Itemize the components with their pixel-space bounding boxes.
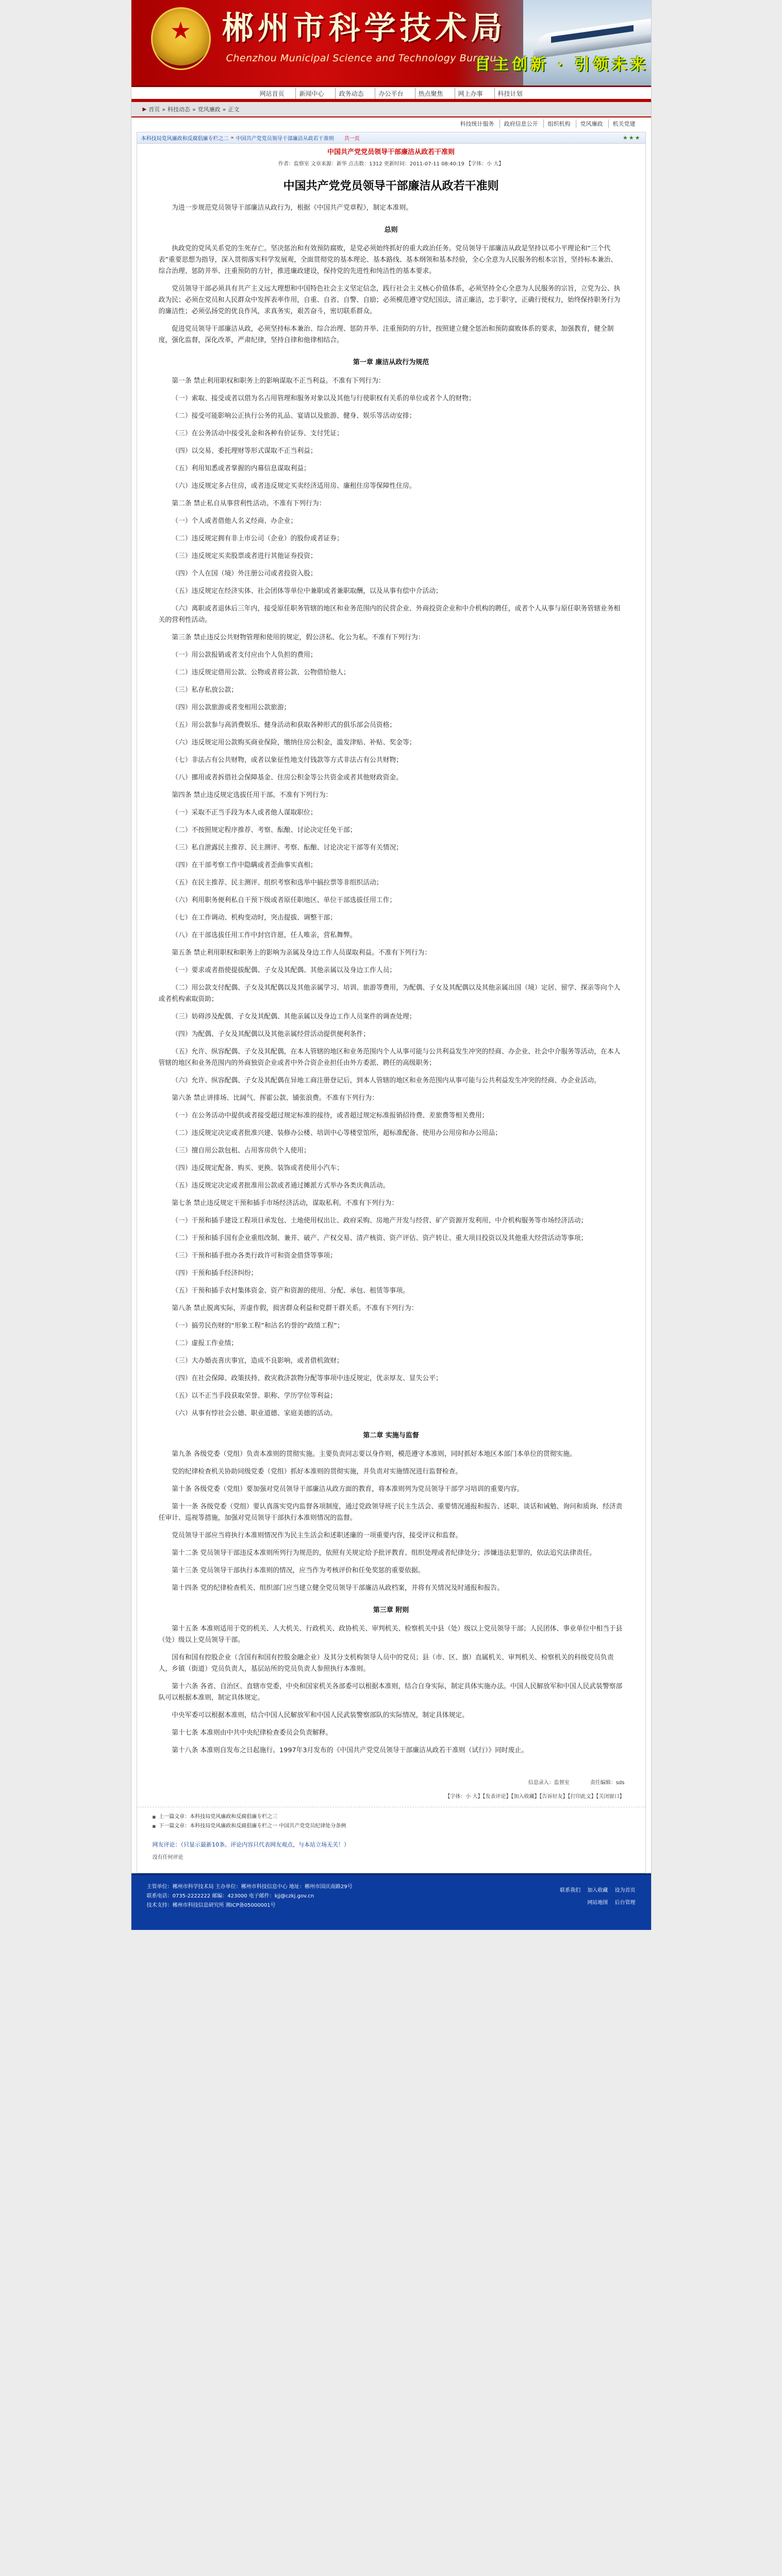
section-heading: 总则 [384, 226, 398, 234]
article-paragraph: （六）违反规定多占住房，或者违反规定买卖经济适用房、廉租住房等保障性住房。 [172, 482, 416, 490]
nav-item-affairs[interactable]: 政务动态 [335, 88, 367, 99]
article-paragraph: 第十六条 各省、自治区、直辖市党委，中央和国家机关各部委可以根据本准则，结合自身实际，制定具体实施办法。中国人民解放军和中国人民武装警察部队可以根据本准则，制定具体规定。 [158, 1683, 623, 1702]
article-paragraph: 执政党的党风关系党的生死存亡。坚决惩治和有效预防腐败，是党必须始终抓好的重大政治任务。党员领导干部廉洁从政是坚持以邓小平理论和“三个代表”重要思想为指导，深入贯彻落实科学发展观，全面贯彻党的基本理论、基本路线、基本纲领和基本经验，全心全意为人民服务的根本宗旨，坚持标本兼治、综合治理、惩防并举、注重预防的方针，推进廉政建设，保持党的先进性和纯洁性的基本要求。 [158, 245, 618, 275]
footer-link-contact[interactable]: 联系我们 [560, 1888, 581, 1893]
star-icon: ★ [170, 16, 192, 44]
article-paragraph: 第十三条 党员领导干部执行本准则的情况，应当作为考核评价和任免奖惩的重要依据。 [172, 1567, 425, 1574]
article-paragraph: （一）要求或者指使提拔配偶、子女及其配偶、其他亲属以及身边工作人员； [172, 967, 396, 974]
article-paragraph: （四）个人在国（境）外注册公司或者投资入股； [172, 570, 317, 578]
article-paragraph: （六）从事有悖社会公德、职业道德、家庭美德的活动。 [172, 1410, 337, 1417]
footer-link-favorite[interactable]: 加入收藏 [587, 1888, 608, 1893]
article-paragraph: （一）搞劳民伤财的“形象工程”和沽名钓誉的“政绩工程”； [172, 1322, 344, 1330]
article-paragraph: 第十七条 本准则由中共中央纪律检查委员会负责解释。 [172, 1729, 332, 1737]
article-paragraph: （六）离职或者退休后三年内，接受原任职务管辖的地区和业务范围内的民营企业、外商投资企业和中介机构的聘任，或者个人从事与原任职务管辖业务相关的营利性活动。 [158, 605, 621, 624]
article-paragraph: 第一条 禁止利用职权和职务上的影响谋取不正当利益。不准有下列行为： [172, 377, 385, 385]
article-paragraph: （三）干预和插手批办各类行政许可和资金借贷等事项； [172, 1252, 337, 1260]
article-paragraph: （五）违反规定决定或者批准用公款或者通过摊派方式举办各类庆典活动。 [172, 1182, 390, 1190]
article-paragraph: （四）干预和插手经济纠纷； [172, 1269, 258, 1277]
prev-article-link[interactable]: ■ 上一篇文章：本科技局党风廉政和反腐倡廉专栏之三 [153, 1812, 630, 1822]
page-count: 共一页 [344, 136, 360, 142]
article-paragraph: （七）在工作调动、机构变动时，突击提拔、调整干部； [172, 914, 337, 922]
quick-link-stats[interactable]: 科技统计服务 [460, 121, 494, 127]
site-footer [131, 1873, 651, 1930]
main-nav [131, 86, 651, 102]
article-paragraph: （二）虚报工作业绩； [172, 1340, 238, 1347]
article-paragraph: （七）非法占有公共财物，或者以象征性地支付钱款等方式非法占有公共财物； [172, 756, 403, 764]
article-paragraph: （三）擅自用公款包租、占用客房供个人使用； [172, 1147, 310, 1155]
article-paragraph: （三）大办婚丧喜庆事宜，造成不良影响，或者借机敛财； [172, 1357, 343, 1365]
article-paragraph: （二）违反规定拥有非上市公司（企业）的股份或者证券； [172, 535, 343, 543]
rating-icons: ★★★ [622, 134, 641, 141]
article-paragraph: 第四条 禁止违反规定选拔任用干部。不准有下列行为： [172, 791, 332, 799]
article-paragraph: 中央军委可以根据本准则，结合中国人民解放军和中国人民武装警察部队的实际情况，制定具体规定。 [172, 1711, 469, 1719]
article-paragraph: （二）干预和插手国有企业重组改制、兼并、破产、产权交易、清产核资、资产评估、资产转让、重大项目投资以及其他重大经营活动等事项； [172, 1234, 588, 1242]
article-paragraph: （二）不按照规定程序推荐、考察、酝酿、讨论决定任免干部； [172, 826, 357, 834]
article-paragraph: （五）用公款参与高消费娱乐、健身活动和获取各种形式的俱乐部会员资格； [172, 721, 396, 729]
article-paragraph: （一）在公务活动中提供或者接受超过规定标准的接待，或者超过规定标准报销招待费、差旅费等相关费用； [172, 1112, 489, 1120]
nav-item-home[interactable]: 网站首页 [259, 90, 285, 97]
page-wrapper [131, 0, 652, 1930]
breadcrumb-home[interactable]: 首页 [148, 106, 160, 113]
breadcrumb: ▶ 首页 » 科技动态 » 党风廉政 » 正文 [131, 102, 651, 117]
article-paragraph: （三）私自泄露民主推荐、民主测评、考察、酝酿、讨论决定干部等有关情况； [172, 844, 403, 852]
article-paragraph: （五）违反规定在经济实体、社会团体等单位中兼职或者兼职取酬，以及从事有偿中介活动； [172, 587, 442, 595]
article-paragraph: 第七条 禁止违反规定干预和插手市场经济活动，谋取私利。不准有下列行为： [172, 1199, 398, 1207]
article-panel [137, 132, 646, 1873]
article-paragraph: 第十一条 各级党委（党组）要认真落实党内监督各项制度，通过党政领导班子民主生活会、重要情况通报和报告、述职、谈话和诫勉、询问和质询、经济责任审计、巡视等措施，加强对党员领导干部执行本准则情况的监督。 [158, 1503, 623, 1522]
home-icon: ▶ [142, 106, 147, 112]
article-paragraph: （二）用公款支付配偶、子女及其配偶以及其他亲属学习、培训、旅游等费用，为配偶、子女及其配偶以及其他亲属出国（境）定居、留学、探亲等向个人或者机构索取资助； [158, 984, 621, 1003]
article-paragraph: （六）利用职务便利私自干预下级或者原任职地区、单位干部选拔任用工作； [172, 896, 396, 904]
article-paragraph: （四）为配偶、子女及其配偶以及其他亲属经营活动提供便利条件； [172, 1030, 370, 1038]
article-paragraph: 党的纪律检查机关协助同级党委（党组）抓好本准则的贯彻实施，并负责对实施情况进行监督检查。 [172, 1468, 462, 1476]
article-paragraph: 第八条 禁止脱离实际，弄虚作假，损害群众利益和党群干群关系。不准有下列行为： [172, 1304, 418, 1312]
article-sections [159, 224, 624, 1756]
footer-line-3: 技术支持：郴州市科技信息研究所 湘ICP备05000001号 [146, 1903, 276, 1908]
footer-links [555, 1885, 635, 1909]
article-title: 中国共产党党员领导干部廉洁从政若干准则 [283, 179, 499, 193]
site-banner [131, 0, 651, 86]
banner-slogan: 自主创新 · 引领未来 [474, 56, 649, 74]
article-paragraph: （五）利用知悉或者掌握的内幕信息谋取利益； [172, 465, 310, 472]
article-section-link[interactable]: 本科技局党风廉政和反腐倡廉专栏之二 [141, 136, 229, 142]
nav-item-hot[interactable]: 热点聚焦 [415, 88, 446, 99]
article-paragraph: （三）在公务活动中接受礼金和各种有价证券、支付凭证； [172, 430, 343, 437]
article-paragraph: （三）违反规定买卖股票或者进行其他证券投资； [172, 552, 317, 560]
site-title-en: Chenzhou Municipal Science and Technology Bureau [226, 53, 496, 64]
article-paragraph: （二）违反规定借用公款、公物或者将公款、公物借给他人； [172, 669, 350, 676]
article-paragraph: 第五条 禁止利用职权和职务上的影响为亲属及身边工作人员谋取利益。不准有下列行为： [172, 949, 431, 957]
article-red-title: 中国共产党党员领导干部廉洁从政若干准则 [327, 148, 455, 156]
comments-heading: 网友评论：（只显示最新10条。评论内容只代表网友观点，与本站立场无关！） [152, 1841, 350, 1848]
breadcrumb-news[interactable]: 科技动态 [167, 106, 190, 113]
article-signature [137, 1778, 645, 1790]
article-paragraph: （六）违反规定用公款购买商业保险，缴纳住房公积金，滥发津贴、补贴、奖金等； [172, 739, 416, 747]
breadcrumb-current: 正文 [228, 106, 240, 113]
article-paragraph: 第二条 禁止私自从事营利性活动。不准有下列行为： [172, 500, 326, 507]
article-body [137, 202, 645, 1778]
article-paragraph: 第三条 禁止违反公共财物管理和使用的规定，假公济私、化公为私。不准有下列行为： [172, 634, 425, 641]
article-paragraph: （五）以不正当手段获取荣誉、职称、学历学位等利益； [172, 1392, 337, 1400]
editor-credit: 信息录入：监督室 [528, 1780, 570, 1786]
article-paragraph: （四）以交易、委托理财等形式谋取不正当利益； [172, 447, 317, 455]
nav-item-plan[interactable]: 科技计划 [494, 88, 526, 99]
quick-link-disclosure[interactable]: 政府信息公开 [500, 120, 538, 128]
article-meta: 作者：监察室 文章来源：新华 点击数：1312 更新时间：2011-07-11 08:40:19 【字体：小 大】 [278, 161, 504, 167]
nav-item-service[interactable]: 网上办事 [455, 88, 486, 99]
article-intro: 为进一步规范党员领导干部廉洁从政行为，根据《中国共产党章程》，制定本准则。 [172, 204, 413, 212]
article-paragraph: （一）索取、接受或者以借为名占用管理和服务对象以及其他与行使职权有关系的单位或者个人的财物； [172, 395, 475, 402]
next-article-link[interactable]: ■ 下一篇文章：本科技局党风廉政和反腐倡廉专栏之一 中国共产党党员纪律处分条例 [153, 1822, 630, 1831]
article-paragraph: （三）私存私放公款； [172, 686, 238, 694]
article-paragraph: （四）在干部考察工作中隐瞒或者歪曲事实真相； [172, 861, 317, 869]
article-paragraph: （八）在干部选拔任用工作中封官许愿，任人唯亲，营私舞弊。 [172, 931, 357, 939]
article-paragraph: （八）挪用或者拆借社会保障基金、住房公积金等公共资金或者其他财政资金。 [172, 774, 403, 782]
footer-line-2: 联系电话：0735-2222222 邮编：423000 电子邮件：kjj@czkj.gov.cn [146, 1893, 314, 1899]
breadcrumb-category[interactable]: 党风廉政 [197, 106, 221, 113]
article-paragraph: 党员领导干部必须具有共产主义远大理想和中国特色社会主义坚定信念，践行社会主义核心价值体系，必须坚持全心全意为人民服务的宗旨，立党为公、执政为民；必须在党员和人民群众中发挥表率作用，自重、自省、自警、自励；必须模范遵守党纪国法，清正廉洁，忠于职守，正确行使权力，始终保持职务行为的廉洁性；必须弘扬党的优良作风，求真务实，艰苦奋斗，密切联系群众。 [158, 285, 621, 315]
article-paragraph: （五）在民主推荐、民主测评、组织考察和选举中搞拉票等非组织活动； [172, 879, 383, 887]
article-paragraph: （一）采取不正当手段为本人或者他人谋取职位； [172, 809, 317, 817]
section-heading: 第三章 附则 [373, 1606, 409, 1614]
article-paragraph: （五）允许、纵容配偶、子女及其配偶，在本人管辖的地区和业务范围内个人从事可能与公共利益发生冲突的经商、办企业、社会中介服务等活动，在本人管辖的地区和业务范围内的外商独资企业或者中外合资企业担任由外方委派、聘任的高级职务； [158, 1048, 621, 1067]
footer-link-admin[interactable]: 后台管理 [614, 1900, 636, 1906]
article-paragraph: （四）违反规定配备、购买、更换、装饰或者使用小汽车； [172, 1164, 343, 1172]
footer-link-sitemap[interactable]: 网站地图 [587, 1900, 608, 1906]
section-heading: 第二章 实施与监督 [363, 1432, 419, 1439]
article-topbar-title: 中国共产党党员领导干部廉洁从政若干准则 [236, 136, 334, 142]
article-paragraph: （二）违反规定决定或者批准兴建、装修办公楼、培训中心等楼堂馆所，超标准配备、使用办公用房和办公用品； [172, 1129, 502, 1137]
article-paragraph: 第十条 各级党委（党组）要加强对党员领导干部廉洁从政方面的教育，将本准则列为党员领导干部学习培训的重要内容。 [172, 1485, 524, 1493]
article-paragraph: （三）妨碍涉及配偶、子女及其配偶、其他亲属以及身边工作人员案件的调查处理； [172, 1013, 416, 1021]
article-paragraph: （一）个人或者借他人名义经商、办企业； [172, 517, 297, 525]
article-paragraph: 第十五条 本准则适用于党的机关、人大机关、行政机关、政协机关、审判机关、检察机关中县（处）级以上党员领导干部；人民团体、事业单位中相当于县（处）级以上党员领导干部。 [158, 1625, 623, 1644]
article-paragraph: 促进党员领导干部廉洁从政，必须坚持标本兼治、综合治理、惩防并举、注重预防的方针，按照建立健全惩治和预防腐败体系的要求，加强教育，健全制度，强化监督，深化改革，严肃纪律，坚持自律和他律相结合。 [158, 325, 614, 344]
article-paragraph: （二）接受可能影响公正执行公务的礼品、宴请以及旅游、健身、娱乐等活动安排； [172, 412, 416, 420]
site-title-cn: 郴州市科学技术局 [222, 10, 507, 46]
quick-link-integrity[interactable]: 党风廉政 [576, 120, 603, 128]
footer-line-1: 主管单位：郴州市科学技术局 主办单位：郴州市科技信息中心 地址：郴州市国庆南路29号 [146, 1884, 353, 1890]
article-paragraph: 第六条 禁止讲排场、比阔气、挥霍公款、铺张浪费。不准有下列行为： [172, 1094, 378, 1102]
article-topbar: 本科技局党风廉政和反腐倡廉专栏之二 » 中国共产党党员领导干部廉洁从政若干准则 共一页 ★★★ [137, 132, 645, 144]
national-emblem-logo [151, 7, 211, 70]
article-paragraph: 党员领导干部应当将执行本准则情况作为民主生活会和述职述廉的一项重要内容，接受评议和监督。 [172, 1532, 462, 1539]
comments-empty-note: 没有任何评论 [152, 1855, 184, 1860]
nav-item-news[interactable]: 新闻中心 [295, 88, 327, 99]
footer-link-homepage[interactable]: 设为首页 [614, 1888, 636, 1893]
section-heading: 第一章 廉洁从政行为规范 [353, 359, 429, 366]
article-paragraph: 国有和国有控股企业（含国有和国有控股金融企业）及其分支机构领导人员中的党员；县（市、区、旗）直属机关、审判机关、检察机关的科级党员负责人，乡镇（街道）党员负责人，基层站所的党员负责人参照执行本准则。 [158, 1654, 614, 1673]
article-paragraph: （一）用公款报销或者支付应由个人负担的费用； [172, 651, 317, 659]
quick-links [131, 117, 651, 130]
article-paragraph: 第十四条 党的纪律检查机关、组织部门应当建立健全党员领导干部廉洁从政档案，并将有关情况及时通报和报告。 [172, 1584, 504, 1592]
article-tools[interactable]: 【字体：小 大】【发表评论】【加入收藏】【告诉好友】【打印此文】【关闭窗口】 [445, 1794, 625, 1800]
article-paragraph: （一）干预和插手建设工程项目承发包、土地使用权出让、政府采购、房地产开发与经营、矿产资源开发利用、中介机构服务等市场经济活动； [172, 1217, 588, 1225]
related-articles [137, 1807, 645, 1834]
quick-link-org[interactable]: 组织机构 [543, 120, 571, 128]
reviewer-credit: 责任编辑：sds [590, 1780, 625, 1786]
article-paragraph: （四）在社会保障、政策扶持、救灾救济款物分配等事项中违反规定，优亲厚友、显失公平； [172, 1375, 442, 1382]
article-paragraph: 第九条 各级党委（党组）负责本准则的贯彻实施。主要负责同志要以身作则，模范遵守本准则，同时抓好本地区本部门本单位的贯彻实施。 [172, 1450, 576, 1458]
article-paragraph: （六）允许、纵容配偶、子女及其配偶在异地工商注册登记后，到本人管辖的地区和业务范围内从事可能与公共利益发生冲突的经商、办企业活动。 [172, 1077, 601, 1084]
article-paragraph: 第十二条 党员领导干部违反本准则所列行为规范的，依照有关规定给予批评教育、组织处理或者纪律处分；涉嫌违法犯罪的，依法追究法律责任。 [172, 1549, 596, 1557]
article-paragraph: 第十八条 本准则自发布之日起施行。1997年3月发布的《中国共产党党员领导干部廉洁从政若干准则（试行）》同时废止。 [172, 1747, 528, 1754]
article-paragraph: （五）干预和插手农村集体资金、资产和资源的使用、分配、承包、租赁等事项。 [172, 1287, 409, 1295]
quick-link-party[interactable]: 机关党建 [608, 120, 636, 128]
article-paragraph: （四）用公款旅游或者变相用公款旅游； [172, 704, 291, 711]
nav-item-office[interactable]: 办公平台 [375, 88, 406, 99]
